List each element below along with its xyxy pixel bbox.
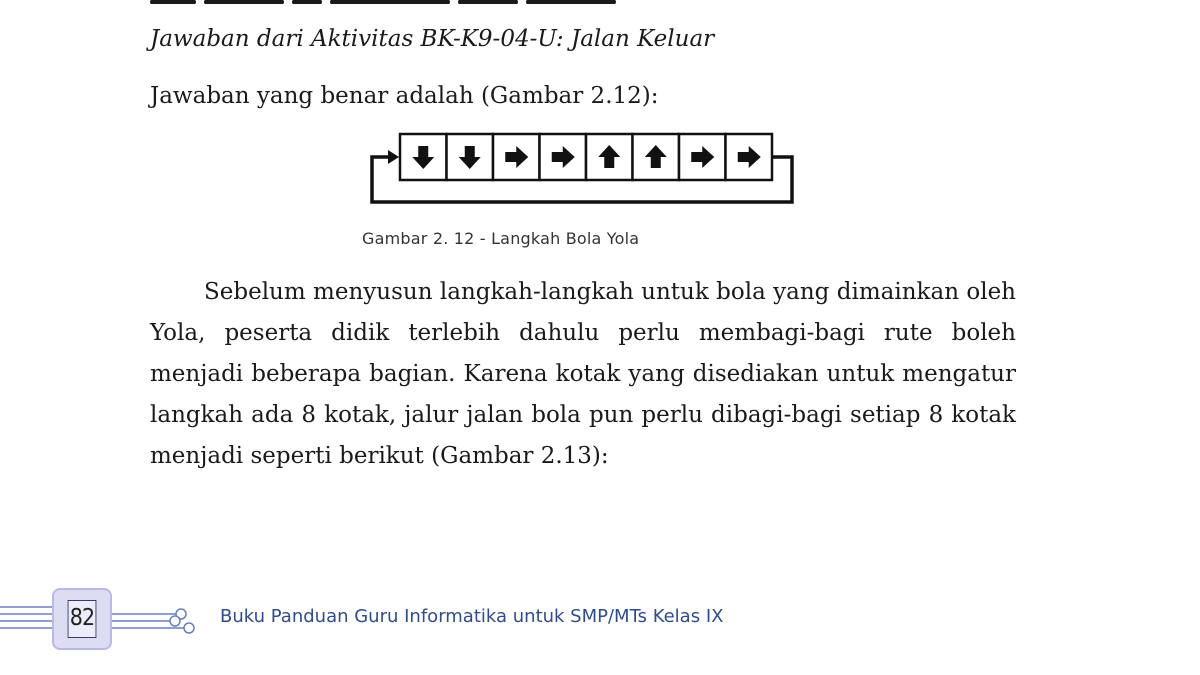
ball-steps-figure [366, 126, 806, 210]
body-paragraph: Sebelum menyusun langkah-langkah untuk bola yang dimainkan oleh Yola, peserta didik terlebih dahulu perlu membagi-bagi rute boleh menjadi beberapa bagian. Karena kotak yang disediakan untuk mengatur langkah ada 8 kotak, jalur jalan bola pun perlu dibagi-bagi setiap 8 kotak menjadi seperti berikut (Gambar 2.13): [150, 279, 1016, 469]
loop-arrowhead [388, 150, 399, 164]
book-title: Buku Panduan Guru Informatika untuk SMP/MTs Kelas IX [220, 606, 724, 627]
cropped-previous-line [150, 0, 710, 4]
page-number: 82 [68, 600, 97, 638]
lead-text: Jawaban yang benar adalah (Gambar 2.12): [150, 83, 659, 109]
step-boxes [400, 134, 772, 180]
figure-caption: Gambar 2. 12 - Langkah Bola Yola [362, 229, 640, 248]
section-subheading: Jawaban dari Aktivitas BK-K9-04-U: Jalan Keluar [150, 26, 715, 52]
